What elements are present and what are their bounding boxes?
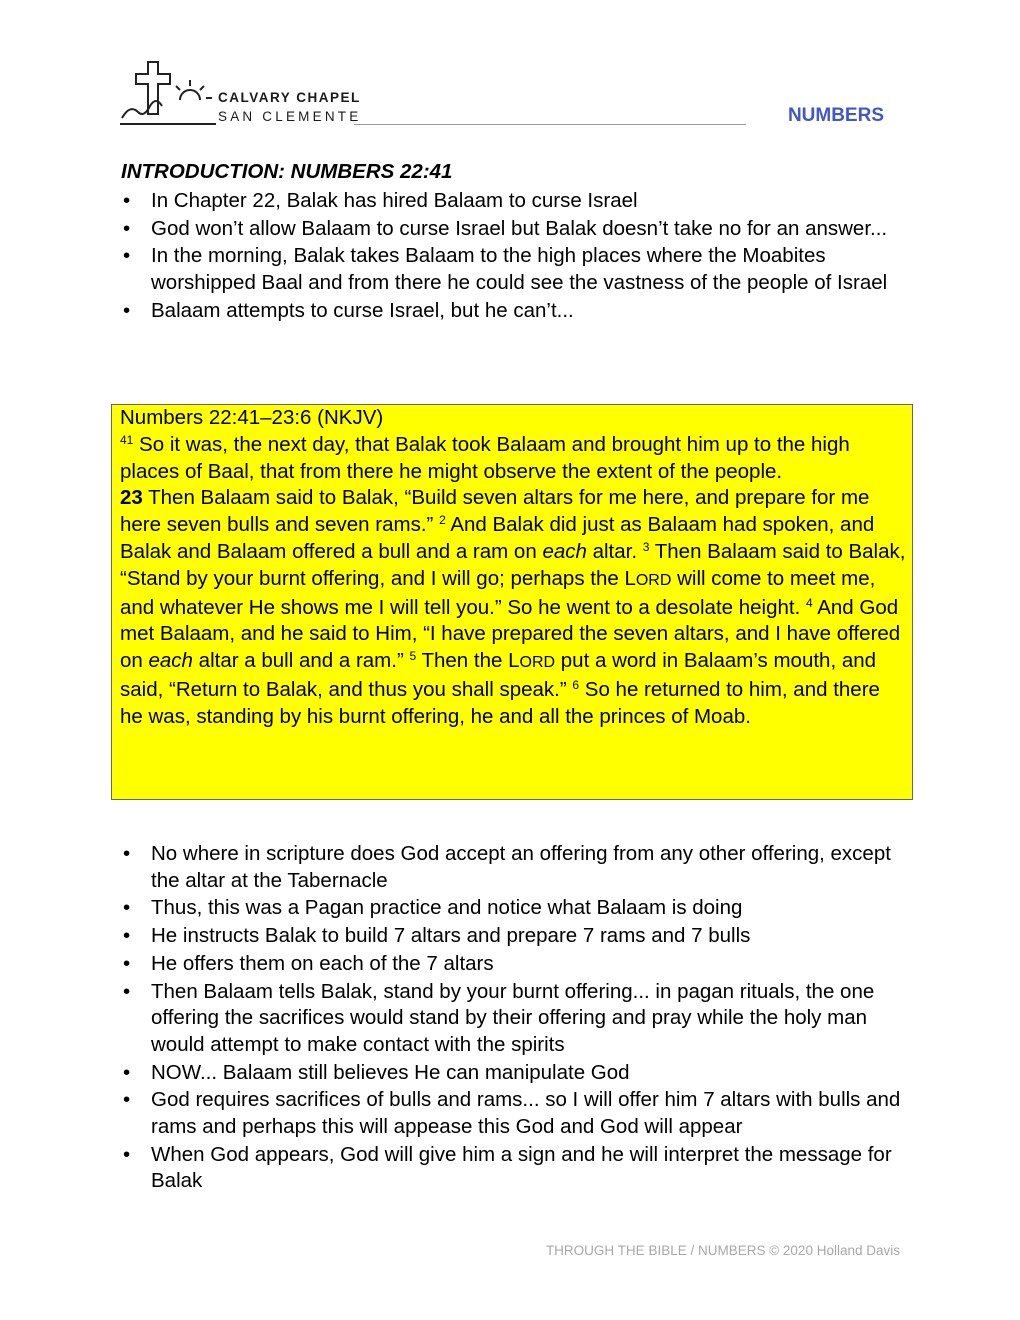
list-item: • No where in scripture does God accept an offering from any other offering, except the altar at the Tabernacle xyxy=(123,842,891,892)
cross-wave-icon xyxy=(118,58,218,130)
list-item: • He instructs Balak to build 7 altars and prepare 7 rams and 7 bulls xyxy=(123,924,751,948)
scripture-passage xyxy=(111,404,913,800)
intro-heading: INTRODUCTION: NUMBERS 22:41 xyxy=(121,160,453,183)
verse-number: 2 xyxy=(439,513,446,528)
verse-number: 41 xyxy=(120,432,134,447)
verse-number: 4 xyxy=(805,595,813,610)
scripture-reference: Numbers 22:41–23:6 (NKJV) xyxy=(120,406,384,429)
list-item: • Balaam attempts to curse Israel, but he can’t... xyxy=(123,298,574,322)
list-item: • God won’t allow Balaam to curse Israel but Balak doesn’t take no for an answer... xyxy=(123,216,888,240)
list-item: • God requires sacrifices of bulls and rams... so I will offer him 7 altars with bulls and rams and perhaps this will appease this God and God will appear xyxy=(123,1088,901,1139)
verse-number: 6 xyxy=(572,677,580,692)
logo-subtitle: SAN CLEMENTE xyxy=(218,109,362,124)
notes-list xyxy=(121,841,911,1195)
list-item: • When God appears, God will give him a sign and he will interpret the message for Balak xyxy=(123,1142,892,1193)
list-item: • NOW... Balaam still believes He can manipulate God xyxy=(123,1060,630,1084)
list-item: • In Chapter 22, Balak has hired Balaam to curse Israel xyxy=(123,189,638,212)
intro-list xyxy=(121,188,911,325)
church-logo xyxy=(118,58,368,130)
verse-number: 5 xyxy=(409,649,417,664)
chapter-number: 23 xyxy=(120,486,143,510)
list-item: • Then Balaam tells Balak, stand by your burnt offering... in pagan rituals, the one offering the sacrifices would stand by their offering and pray while the holy man would attempt to make contact with the spirits xyxy=(123,979,875,1056)
list-item: • In the morning, Balak takes Balaam to the high places where the Moabites worshipped Baal and from there he could see the vastness of the people of Israel xyxy=(123,244,888,295)
book-title: NUMBERS xyxy=(787,105,884,126)
list-item: • He offers them on each of the 7 altars xyxy=(123,951,494,975)
list-item: • Thus, this was a Pagan practice and notice what Balaam is doing xyxy=(123,896,743,920)
logo-title: CALVARY CHAPEL xyxy=(218,90,361,105)
verse-number: 3 xyxy=(642,539,650,554)
scripture-text: $^{41}$ So it was, the next day, that Balak took Balaam and brought him up to the high places of Baal, that from there he might observe the extent of the people. 23 Then Balaam said to Balak, “Build seven altars for me here, and prepare for me here seven bulls and seven rams.” $^2$ And Balak did just as Balaam had spoken, and Balak and Balaam offered a bull and a ram on each altar. $^3$ Then Balaam said to Balak, “Stand by your burnt offering, and I will go; perhaps the LORD will come to meet me, and whatever He shows me I will tell you.” So he went to a desolate height. $^4$ And God met Balaam, and he said to Him, “I have prepared the seven altars, and I have offered on each altar a bull and a ram.” $^5$ Then the LORD put a word in Balaam’s mouth, and said, “Return to Balak, and thus you shall speak.” $^6$ So he returned to him, and there he was, standing by his burnt offering, he and all the princes of Moab. xyxy=(120,432,906,728)
page-footer: THROUGH THE BIBLE / NUMBERS © 2020 Holland Davis xyxy=(545,1243,900,1258)
intro-section xyxy=(121,160,911,326)
header-divider xyxy=(354,124,746,125)
notes-section xyxy=(121,841,911,1196)
